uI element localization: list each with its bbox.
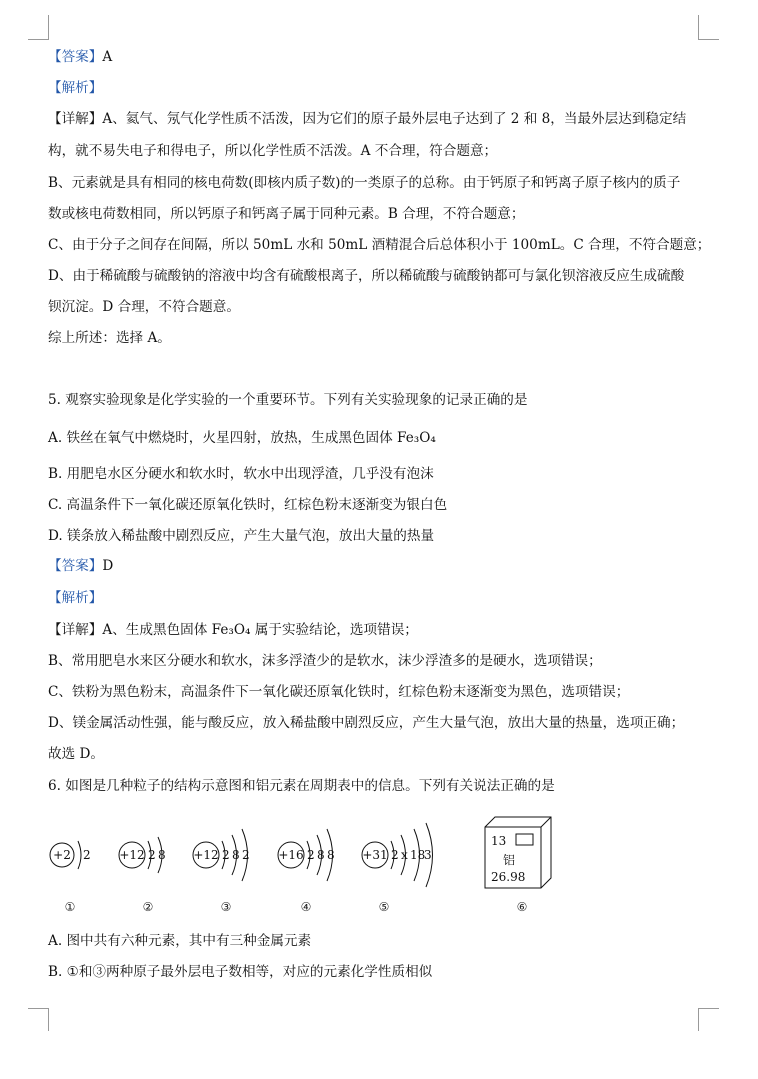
answer-line: 【答案】A <box>48 49 113 65</box>
shell-electrons: 8 <box>158 848 166 862</box>
symbol-placeholder-box <box>516 834 533 845</box>
diagram-label: ⑥ <box>516 900 528 914</box>
text-line: B、常用肥皂水来区分硬水和软水，沫多浮渣少的是软水，沫少浮渣多的是硬水，选项错误； <box>48 653 602 669</box>
shell-electrons: 2 <box>222 848 230 862</box>
analysis-tag: 【解析】 <box>48 590 103 606</box>
question-5-option-c: C. 高温条件下一氧化碳还原氧化铁时，红棕色粉末逐渐变为银白色 <box>48 497 448 513</box>
shell-electrons: 3 <box>424 848 432 862</box>
shell-electrons: 8 <box>327 848 335 862</box>
atom-structure-1 <box>50 841 91 914</box>
corner-mark-top-right <box>698 15 719 40</box>
atom-structure-5 <box>362 823 433 914</box>
answer-line: 【答案】D <box>48 558 114 574</box>
nucleus-charge: +12 <box>193 848 219 862</box>
corner-mark-bottom-right <box>698 1008 719 1031</box>
corner-mark-bottom-left <box>28 1008 49 1031</box>
text-line: 构，就不易失电子和得电子，所以化学性质不活泼。A 不合理，符合题意； <box>48 143 498 159</box>
question-5-stem: 5. 观察实验现象是化学实验的一个重要环节。下列有关实验现象的记录正确的是 <box>48 392 528 408</box>
periodic-table-cell <box>485 817 551 914</box>
shell-electrons: 2 <box>242 848 250 862</box>
shell-electrons: 2 <box>307 848 315 862</box>
diagram-label: ② <box>142 900 154 914</box>
atom-structure-2 <box>119 837 166 914</box>
diagram-label: ③ <box>220 900 232 914</box>
analysis-line <box>48 589 102 607</box>
text-line: 综上所述：选择 A。 <box>48 330 171 346</box>
question-6-option-a: A. 图中共有六种元素，其中有三种金属元素 <box>48 933 312 949</box>
diagram-label: ④ <box>300 900 312 914</box>
question-5-option-d: D. 镁条放入稀盐酸中剧烈反应，产生大量气泡，放出大量的热量 <box>48 528 435 544</box>
diagram-label: ⑤ <box>378 900 390 914</box>
shell-electrons: 2 <box>83 848 91 862</box>
nucleus-charge: +16 <box>278 848 304 862</box>
analysis-line <box>48 79 102 97</box>
nucleus-charge: +12 <box>119 848 145 862</box>
answer-tag: 【答案】 <box>48 558 103 574</box>
nucleus-charge: +31 <box>362 848 388 862</box>
question-6-stem: 6. 如图是几种粒子的结构示意图和铝元素在周期表中的信息。下列有关说法正确的是 <box>48 778 555 794</box>
question-5-option-b: B. 用肥皂水区分硬水和软水时，软水中出现浮渣，几乎没有泡沫 <box>48 466 434 482</box>
shell-electrons: 18 <box>410 848 426 862</box>
detail-line: 【详解】A、生成黑色固体 Fe₃O₄ 属于实验结论，选项错误； <box>48 622 418 638</box>
detail-tag: 【详解】 <box>48 622 103 638</box>
particle-structure-diagram <box>48 815 668 920</box>
text-line: B、元素就是具有相同的核电荷数(即核内质子数)的一类原子的总称。由于钙原子和钙离子原子核内的质子 <box>48 175 681 191</box>
text-line: C、由于分子之间存在间隔，所以 50mL 水和 50mL 酒精混合后总体积小于 100mL。C 合理，不符合题意； <box>48 237 711 253</box>
question-6-option-b: B. ①和③两种原子最外层电子数相等，对应的元素化学性质相似 <box>48 964 433 980</box>
analysis-tag: 【解析】 <box>48 80 103 96</box>
text-line: D、由于稀硫酸与硫酸钠的溶液中均含有硫酸根离子，所以稀硫酸与硫酸钠都可与氯化钡溶液反应生成硫酸 <box>48 268 685 284</box>
text-line: 故选 D。 <box>48 746 105 762</box>
text-line: 钡沉淀。D 合理，不符合题意。 <box>48 299 240 315</box>
shell-electrons: 2 <box>148 848 156 862</box>
answer-tag: 【答案】 <box>48 49 103 65</box>
diagram-label: ① <box>64 900 76 914</box>
atomic-mass: 26.98 <box>491 870 526 884</box>
shell-electrons: 8 <box>232 848 240 862</box>
shell-electrons: x <box>401 848 408 862</box>
detail-tag: 【详解】 <box>48 111 103 127</box>
electron-shell-arc <box>78 841 81 869</box>
nucleus-charge: +2 <box>53 848 71 862</box>
shell-electrons: 8 <box>317 848 325 862</box>
atom-structure-3 <box>193 829 250 914</box>
detail-line: 【详解】A、氦气、氖气化学性质不活泼，因为它们的原子最外层电子达到了 2 和 8，当最外层达到稳定结 <box>48 111 687 127</box>
corner-mark-top-left <box>28 15 49 40</box>
atom-structure-4 <box>278 829 335 914</box>
atomic-number: 13 <box>491 834 507 848</box>
element-name: 铝 <box>503 853 516 867</box>
text-line: 数或核电荷数相同，所以钙原子和钙离子属于同种元素。B 合理，不符合题意； <box>48 206 525 222</box>
text-line: D、镁金属活动性强，能与酸反应，放入稀盐酸中剧烈反应，产生大量气泡，放出大量的热量，选项正确； <box>48 715 685 731</box>
text-line: C、铁粉为黑色粉末，高温条件下一氧化碳还原氧化铁时，红棕色粉末逐渐变为黑色，选项错误； <box>48 684 630 700</box>
question-5-option-a: A. 铁丝在氧气中燃烧时，火星四射，放热，生成黑色固体 Fe₃O₄ <box>48 430 436 446</box>
shell-electrons: 2 <box>391 848 399 862</box>
